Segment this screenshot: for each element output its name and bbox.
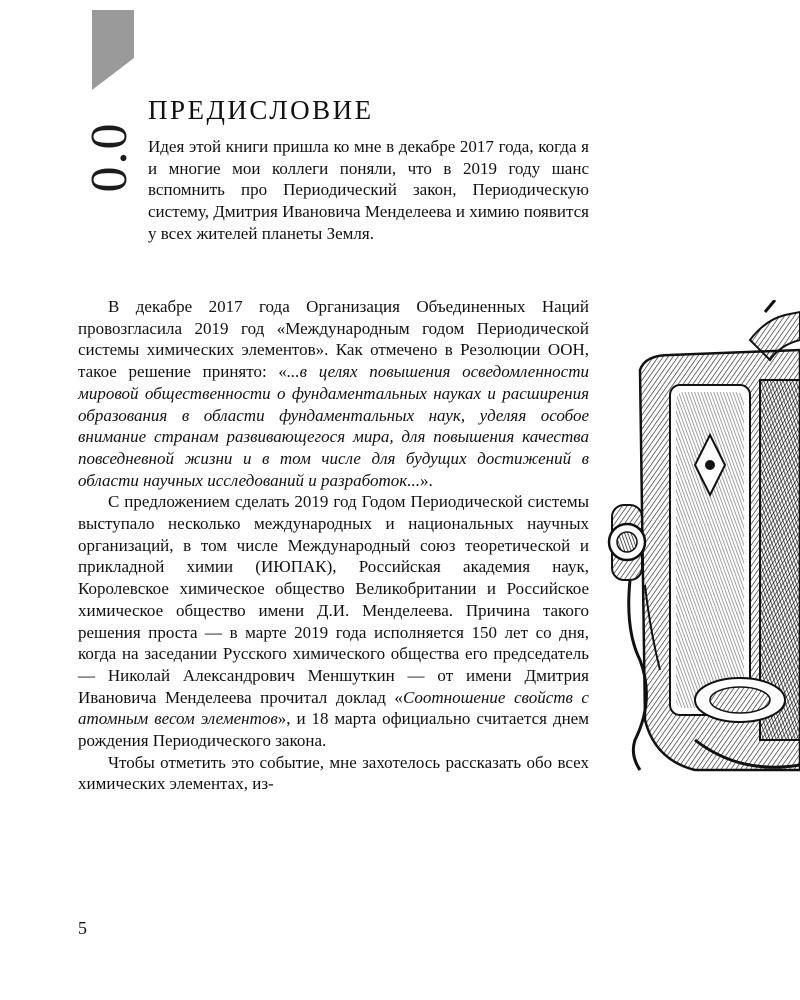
- antique-wall-telephone-icon: [600, 300, 800, 780]
- paragraph-proposal: [78, 491, 589, 751]
- paragraph-text: », и 18 марта официально считается днем рождения Периодического закона.: [78, 709, 589, 751]
- report-title: Соотношение свойств с атомным весом элементов: [78, 687, 589, 729]
- paragraph-celebration: [78, 752, 589, 795]
- intro-paragraph: Идея этой книги пришла ко мне в декабре 2017 года, когда я и многие мои коллеги поняли, что в 2019 году шанс вспомнить про Периодический закон, Периодическую систему, Дмитрия Ивановича Менделеева и химию появится у всех жителей планеты Земля.: [148, 137, 589, 243]
- paragraph-resolution: [78, 296, 589, 491]
- chapter-tab-slant: [92, 58, 134, 90]
- chapter-number: 0.0: [80, 121, 138, 193]
- paragraph-text: ».: [419, 470, 433, 490]
- resolution-quote: ...в целях повышения осведомленности мировой общественности о фундаментальных науках и расширения образования в области фундаментальных наук, уделяя особое внимание странам развивающегося мира, для повышения качества повседневной жизни и в том числе для будущих достижений в области научных исследований и разработок...: [78, 362, 590, 490]
- paragraph-text: Чтобы отметить это событие, мне захотелось рассказать обо всех химических элементах, из-: [78, 752, 589, 794]
- paragraph-text: В декабре 2017 года Организация Объединенных Наций провозгласила 2019 год «Международным годом Периодической системы химических элементов». Как отмечено в Резолюции ООН, такое решение принято: «: [78, 297, 589, 382]
- chapter-title: ПРЕДИСЛОВИЕ: [148, 95, 374, 125]
- paragraph-text: С предложением сделать 2019 год Годом Периодической системы выступало несколько международных и национальных научных организаций, в том числе Международный союз теоретической и прикладной химии (ИЮПАК), Российская академия наук, Королевское химическое общество Великобритании и Российское химическое общество имени Д.И. Менделеева. Причина такого решения проста — в марте 2019 года исполняется 150 лет со дня, когда на заседании Русского химического общества его председатель — Николай Александрович Меншуткин — от имени Дмитрия Ивановича Менделеева прочитал доклад «: [78, 492, 589, 707]
- page-number: 5: [78, 918, 87, 938]
- body-text: [78, 296, 589, 795]
